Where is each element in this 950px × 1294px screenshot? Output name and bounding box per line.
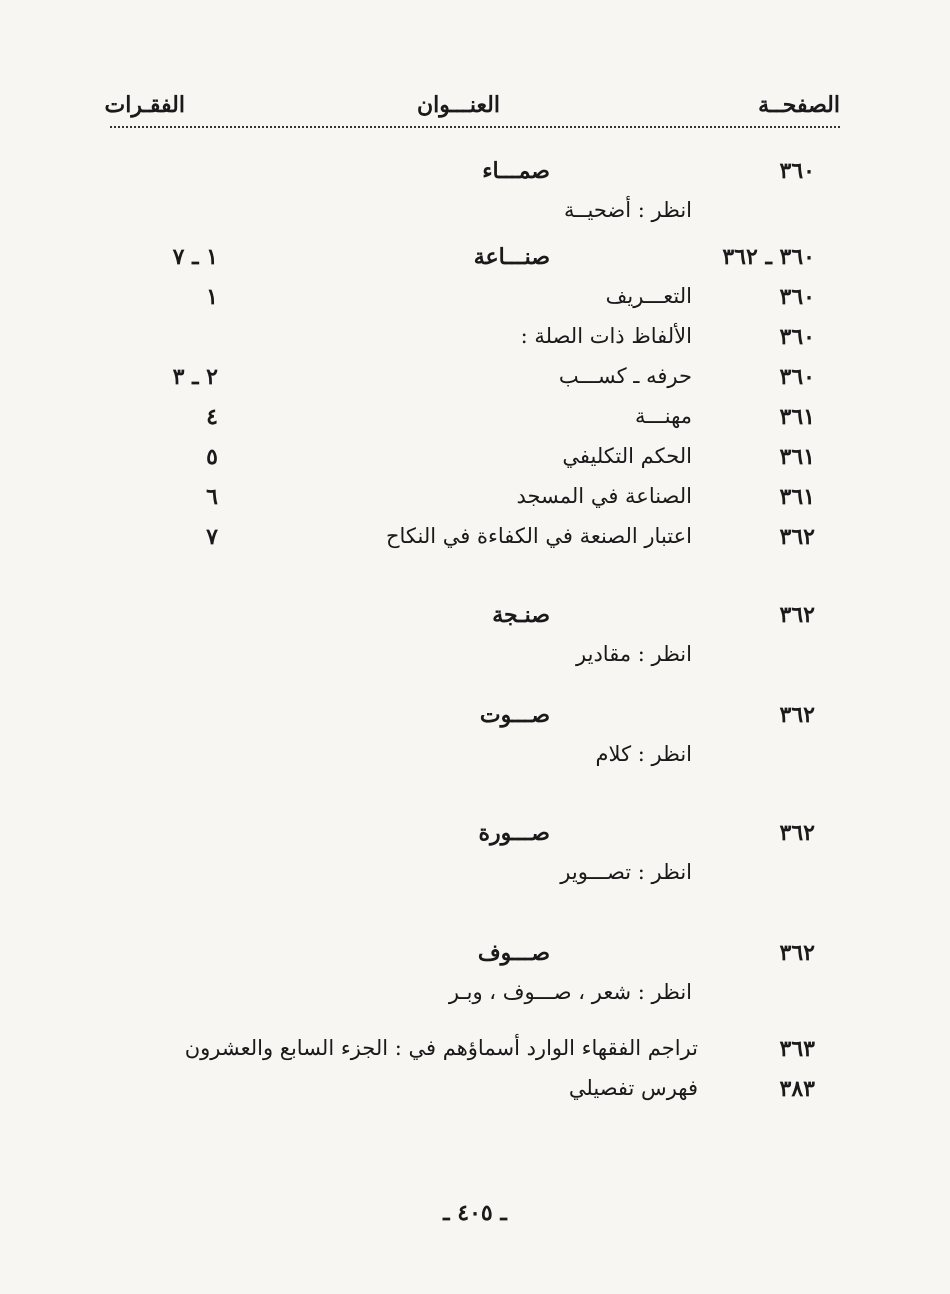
index-entry: [0, 324, 950, 360]
index-entry: [0, 702, 950, 738]
entry-see-reference: انظر : تصـــوير: [560, 860, 692, 884]
entry-term: صنـجة: [492, 602, 550, 628]
index-entry: [0, 404, 950, 440]
entry-paragraphs: ٦: [206, 484, 218, 510]
entry-term: صـــورة: [478, 820, 550, 846]
page-number: ـ ٤٠٥ ـ: [443, 1200, 507, 1226]
entry-see-reference: انظر : شعر ، صـــوف ، وبـر: [448, 980, 692, 1004]
entry-term: صـــوف: [477, 940, 550, 966]
entry-page: ٣٦٢: [779, 702, 815, 728]
entry-page: ٣٦٠ ـ ٣٦٢: [722, 244, 815, 270]
header-paragraphs-column: الفقـرات: [104, 92, 185, 118]
entry-see-reference: انظر : أضحيــة: [563, 198, 692, 222]
entry-paragraphs: ٥: [206, 444, 218, 470]
entry-subterm: التعـــريف: [605, 284, 692, 308]
index-entry: [0, 820, 950, 856]
entry-page: ٣٦١: [779, 444, 815, 470]
entry-page: ٣٦٠: [779, 284, 815, 310]
index-entry: [0, 284, 950, 320]
entry-term: صنـــاعة: [473, 244, 550, 270]
entry-page: ٣٦٣: [779, 1036, 815, 1062]
entry-see-reference: انظر : مقادير: [576, 642, 692, 666]
entry-subterm: مهنـــة: [635, 404, 692, 428]
entry-see-reference: انظر : كلام: [595, 742, 692, 766]
entry-page: ٣٦١: [779, 484, 815, 510]
entry-page: ٣٦٢: [779, 602, 815, 628]
index-entry: [0, 364, 950, 400]
index-entry: [0, 158, 950, 194]
entry-page: ٣٦٠: [779, 324, 815, 350]
index-entry: [0, 980, 950, 1016]
header-dotted-rule: [110, 126, 840, 128]
index-entry: [0, 444, 950, 480]
entry-paragraphs: ٤: [206, 404, 218, 430]
index-entry: [0, 742, 950, 778]
index-entry: [0, 940, 950, 976]
entry-subterm: اعتبار الصنعة في الكفاءة في النكاح: [385, 524, 692, 548]
entry-page: ٣٦١: [779, 404, 815, 430]
entry-paragraphs: ١: [206, 284, 218, 310]
index-entry: [0, 198, 950, 234]
index-entry: [0, 1076, 950, 1112]
entry-subterm: الألفاظ ذات الصلة :: [520, 324, 692, 348]
entry-page: ٣٦٢: [779, 524, 815, 550]
index-entry: [0, 524, 950, 560]
header-title-column: العنـــوان: [416, 92, 500, 118]
entry-page: ٣٨٣: [779, 1076, 815, 1102]
entry-page: ٣٦٢: [779, 940, 815, 966]
entry-subterm: الحكم التكليفي: [562, 444, 692, 468]
index-entry: [0, 602, 950, 638]
index-entry: [0, 860, 950, 896]
entry-paragraphs: ٢ ـ ٣: [172, 364, 218, 390]
entry-subterm: حرفه ـ كســـب: [558, 364, 692, 388]
entry-paragraphs: ١ ـ ٧: [172, 244, 218, 270]
index-entry: [0, 244, 950, 280]
header-page-column: الصفحــة: [758, 92, 840, 118]
entry-page: ٣٦٠: [779, 364, 815, 390]
entry-subterm: الصناعة في المسجد: [516, 484, 692, 508]
entry-term: صمـــاء: [482, 158, 550, 184]
index-entry: [0, 1036, 950, 1072]
entry-section: تراجم الفقهاء الوارد أسماؤهم في : الجزء السابع والعشرون: [184, 1036, 698, 1060]
entry-page: ٣٦٠: [779, 158, 815, 184]
index-entry: [0, 642, 950, 678]
entry-section: فهرس تفصيلي: [568, 1076, 698, 1100]
index-entry: [0, 484, 950, 520]
entry-page: ٣٦٢: [779, 820, 815, 846]
entry-term: صـــوت: [479, 702, 550, 728]
entry-paragraphs: ٧: [206, 524, 218, 550]
